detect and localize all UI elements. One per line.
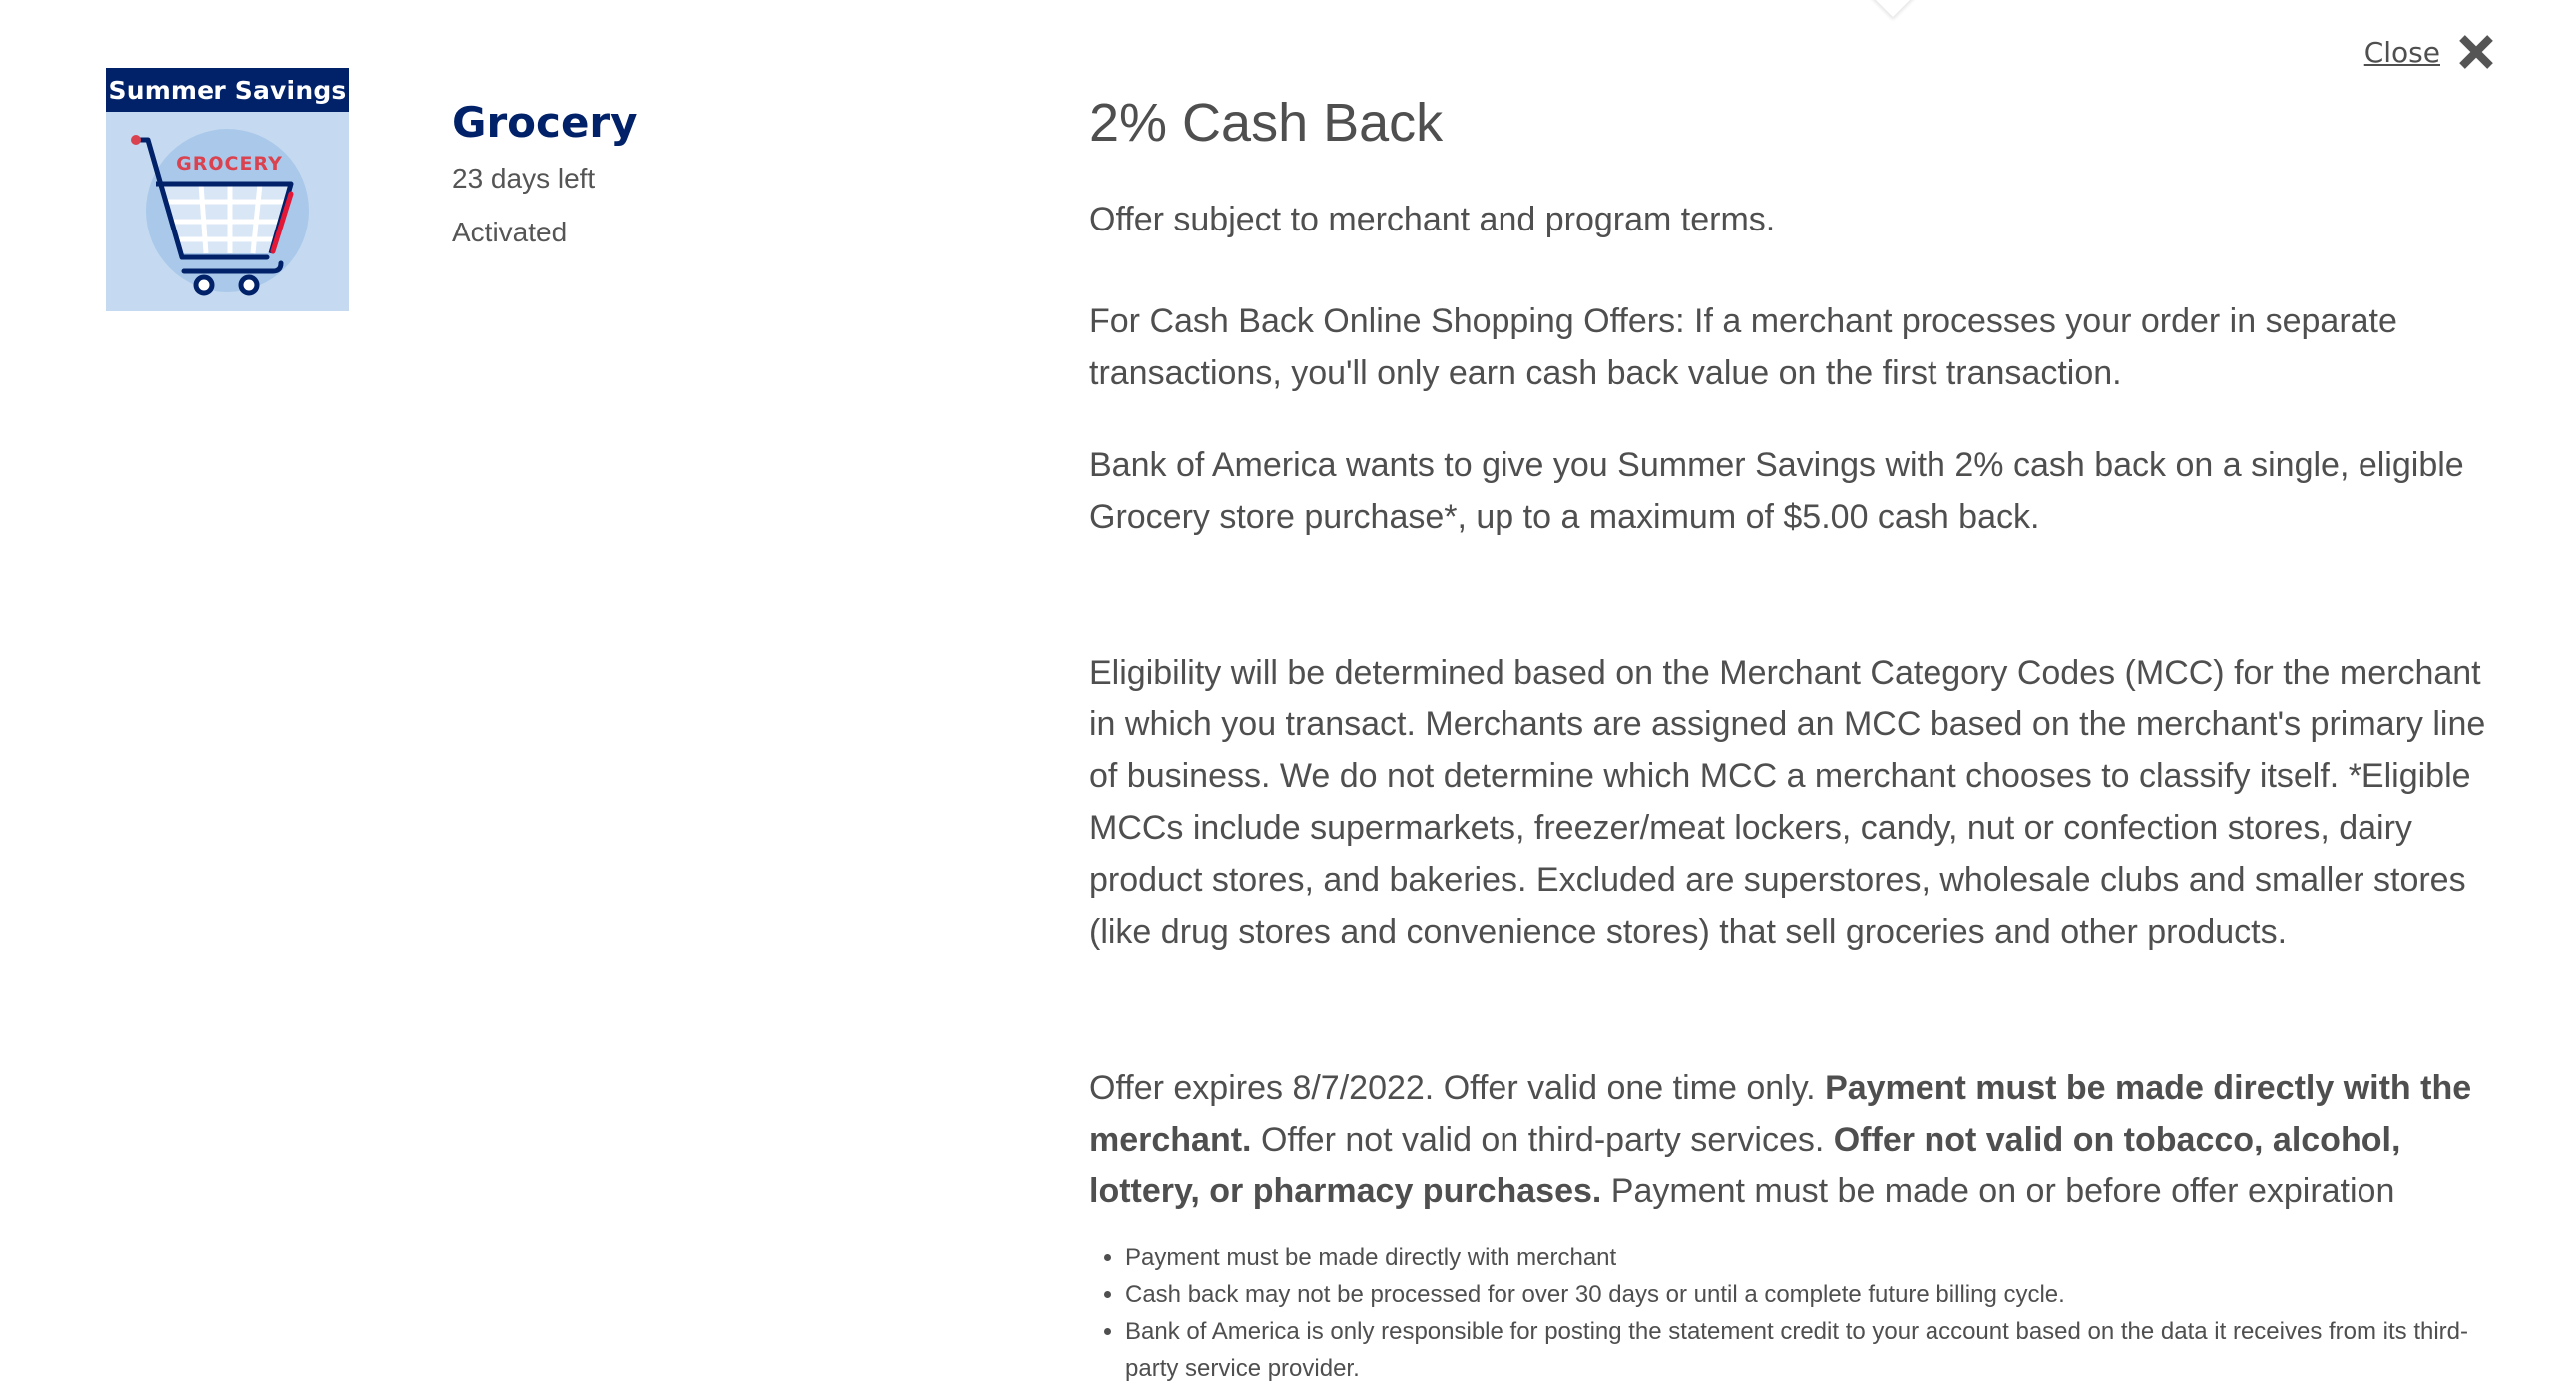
offer-summary xyxy=(452,98,638,270)
offer-title: 2% Cash Back xyxy=(1089,93,1444,153)
terms-bullet-list xyxy=(1089,1239,2486,1383)
list-item: • Cash back may not be processed for over 30 days or until a complete future billing cycle. xyxy=(1125,1276,2486,1313)
terms-paragraph-1: Offer subject to merchant and program terms. xyxy=(1089,201,1776,238)
terms-paragraph-2: For Cash Back Online Shopping Offers: If a merchant processes your order in separate transactions, you'll only earn cash back value on the first transaction. xyxy=(1089,302,2397,392)
list-item: • Bank of America is only responsible for posting the statement credit to your account based on the data it receives from its third-party service provider. xyxy=(1125,1313,2486,1383)
close-control[interactable] xyxy=(2364,32,2496,72)
close-link[interactable]: Close xyxy=(2363,35,2440,69)
days-left: 23 days left xyxy=(452,163,596,194)
close-x-icon[interactable] xyxy=(2456,32,2496,72)
list-item: • Payment must be made directly with merchant xyxy=(1125,1239,2486,1276)
payment-deadline-text: Payment must be made on or before offer expiration xyxy=(1601,1172,2395,1210)
popover-notch xyxy=(1869,0,1917,17)
expiry-text: Offer expires 8/7/2022. Offer valid one time only. xyxy=(1089,1069,1826,1107)
logo-grocery-text: GROCERY xyxy=(176,153,283,175)
third-party-text: Offer not valid on third-party services. xyxy=(1251,1121,1834,1158)
shopping-cart-icon xyxy=(106,112,349,311)
terms-paragraph-4: Eligibility will be determined based on the Merchant Category Codes (MCC) for the merchant in which you transact. Merchants are assigned an MCC based on the merchant's primary line of business. We do not determine which MCC a merchant chooses to classify itself. *Eligible MCCs include supermarkets, freezer/meat lockers, candy, nut or confection stores, dairy product stores, and bakeries. Excluded are superstores, wholesale clubs and smaller stores (like drug stores and convenience stores) that sell groceries and other products. xyxy=(1089,654,2486,951)
offer-terms xyxy=(1089,88,2486,1383)
exclusions-notice: Offer not valid on tobacco, alcohol, lottery, or pharmacy purchases. xyxy=(1089,1121,2401,1210)
activation-status: Activated xyxy=(452,217,568,247)
terms-paragraph-5 xyxy=(1089,1062,2486,1217)
merchant-name: Grocery xyxy=(452,98,638,147)
logo-banner: Summer Savings xyxy=(106,68,349,112)
terms-paragraph-3: Bank of America wants to give you Summer Savings with 2% cash back on a single, eligible Grocery store purchase*, up to a maximum of $5.00 cash back. xyxy=(1089,446,2464,536)
offer-logo xyxy=(106,68,349,311)
direct-payment-notice: Payment must be made directly with the merchant. xyxy=(1089,1069,2472,1158)
